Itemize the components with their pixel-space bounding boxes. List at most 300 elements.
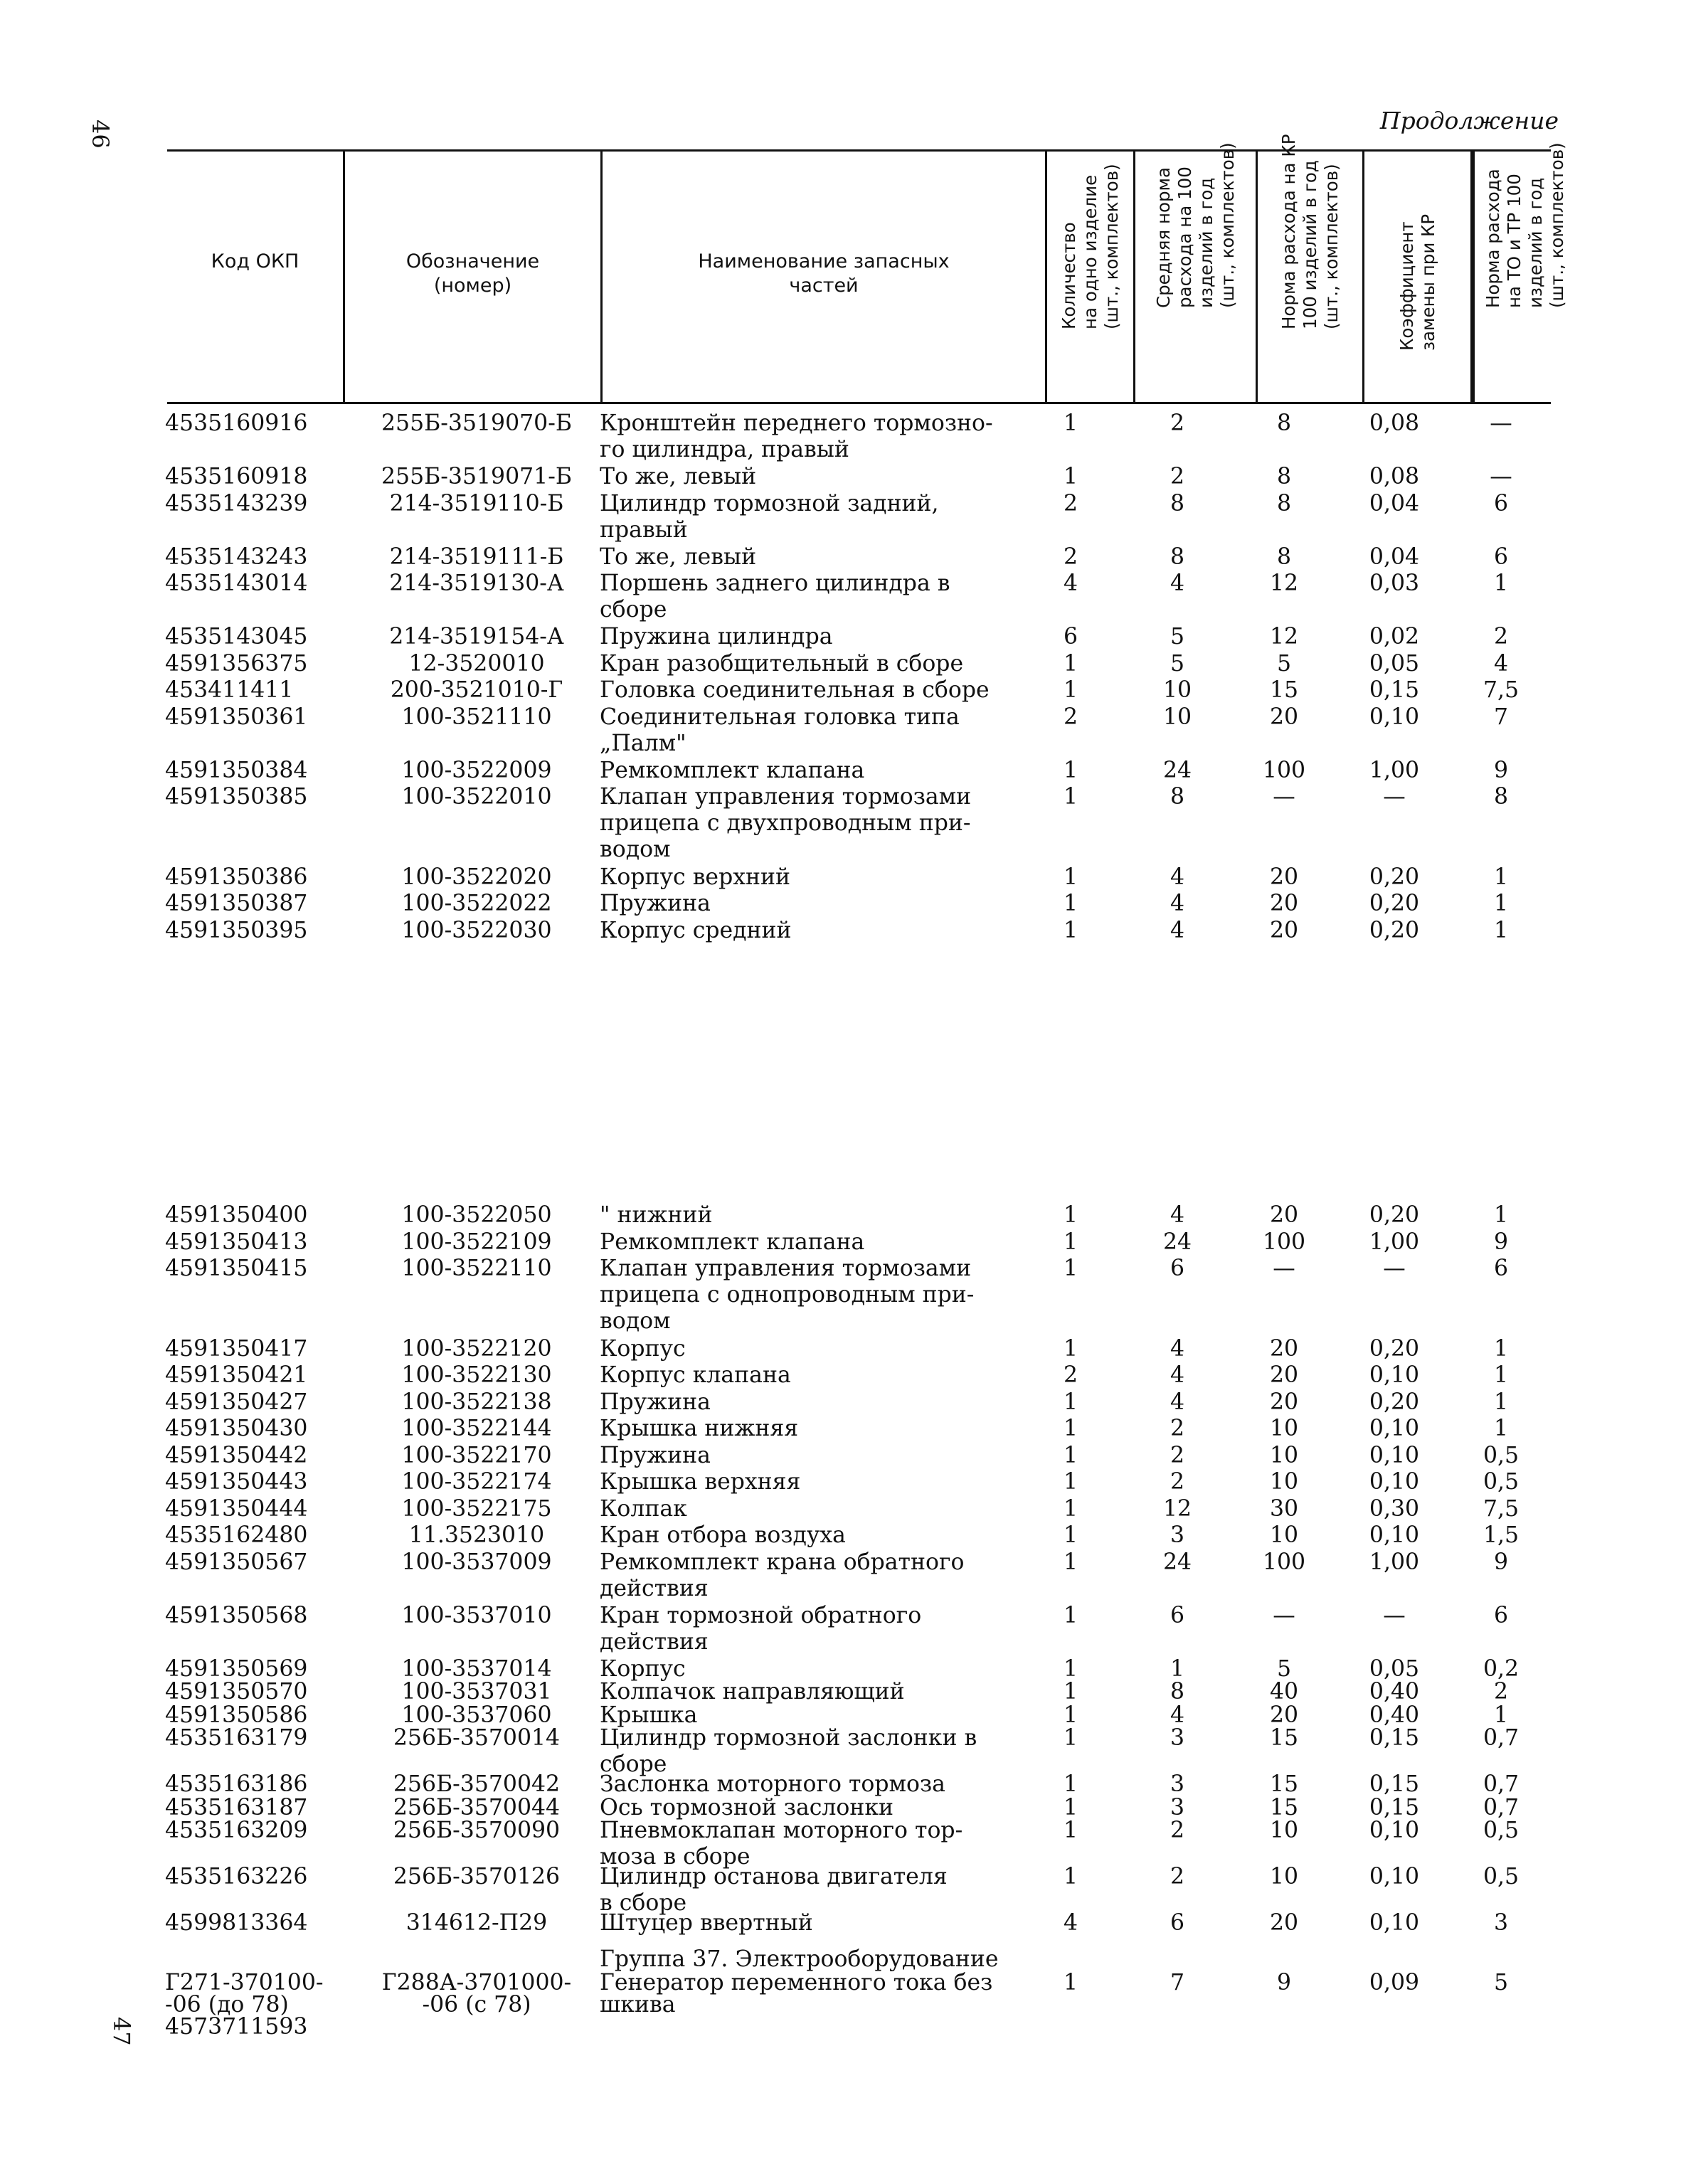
to-norm-cell: 1 xyxy=(1493,1389,1509,1415)
kr-norm-cell: — xyxy=(1273,1602,1295,1628)
to-norm-cell: 1 xyxy=(1493,1416,1509,1441)
group-title: Группа 37. Электрооборудование xyxy=(600,1946,999,1972)
designation-cell: 100-3521110 xyxy=(401,704,552,730)
header-qty xyxy=(1047,152,1135,402)
qty-cell: 2 xyxy=(1063,544,1078,570)
qty-cell: 2 xyxy=(1063,704,1078,730)
qty-cell: 1 xyxy=(1063,1389,1078,1415)
name-cell: То же, левый xyxy=(600,464,757,489)
to-norm-cell: 0,5 xyxy=(1483,1469,1520,1495)
avg-norm-cell: 4 xyxy=(1170,1362,1185,1388)
header-name-label: Наименование запасных частей xyxy=(698,250,950,297)
avg-norm-cell: 7 xyxy=(1170,1970,1185,1995)
avg-norm-cell: 4 xyxy=(1170,1202,1185,1228)
designation-cell: 256Б-3570126 xyxy=(393,1864,561,1889)
kr-norm-cell: 9 xyxy=(1276,1970,1292,1995)
continuation-label: Продолжение xyxy=(1379,107,1559,134)
okp-cell: 4535143239 xyxy=(165,490,308,516)
coef-cell: 0,02 xyxy=(1369,624,1420,650)
avg-norm-cell: 4 xyxy=(1170,864,1185,890)
to-norm-cell: 8 xyxy=(1493,784,1509,810)
okp-cell: 4591350427 xyxy=(165,1389,308,1415)
avg-norm-cell: 4 xyxy=(1170,1702,1185,1728)
coef-cell: 0,10 xyxy=(1369,1442,1420,1468)
kr-norm-cell: 20 xyxy=(1269,864,1299,890)
qty-cell: 1 xyxy=(1063,1970,1078,1995)
kr-norm-cell: 20 xyxy=(1269,1202,1299,1228)
kr-norm-cell: — xyxy=(1273,1256,1295,1281)
okp-cell: 4535163209 xyxy=(165,1818,308,1843)
name-cell: Штуцер ввертный xyxy=(600,1910,813,1936)
okp-cell: 4591350386 xyxy=(165,864,308,890)
name-cell: Пружина xyxy=(600,1389,711,1415)
designation-cell: 256Б-3570044 xyxy=(393,1794,561,1820)
designation-cell: 100-3522144 xyxy=(401,1416,552,1441)
designation-cell: 214-3519111-Б xyxy=(389,544,564,570)
qty-cell: 1 xyxy=(1063,1495,1078,1522)
okp-cell: 4591350400 xyxy=(165,1202,308,1228)
okp-cell: 4535143014 xyxy=(165,571,308,596)
qty-cell: 1 xyxy=(1063,1202,1078,1228)
to-norm-cell: 1 xyxy=(1493,571,1509,596)
header-to-norm-label: Норма расхода на ТО и ТР 100 изделий в год (шт., комплектов) xyxy=(1482,142,1567,308)
qty-cell: 1 xyxy=(1063,1522,1078,1548)
name-cell: Пружина xyxy=(600,1442,711,1468)
kr-norm-cell: 20 xyxy=(1269,917,1299,943)
coef-cell: 0,40 xyxy=(1369,1679,1420,1705)
kr-norm-cell: 8 xyxy=(1276,464,1292,489)
coef-cell: 0,08 xyxy=(1369,410,1420,436)
to-norm-cell: — xyxy=(1490,464,1512,489)
coef-cell: 0,04 xyxy=(1369,544,1420,570)
name-cell: Ремкомплект клапана xyxy=(600,1229,865,1255)
header-coef-label: Коэффициент замены при КР xyxy=(1396,213,1438,351)
qty-cell: 1 xyxy=(1063,464,1078,489)
avg-norm-cell: 6 xyxy=(1170,1910,1185,1936)
designation-cell: 100-3522050 xyxy=(401,1202,552,1228)
okp-cell: 4591350417 xyxy=(165,1335,308,1362)
coef-cell: 0,20 xyxy=(1369,864,1420,890)
avg-norm-cell: 6 xyxy=(1170,1256,1185,1281)
coef-cell: 0,10 xyxy=(1369,1522,1420,1548)
to-norm-cell: — xyxy=(1490,410,1512,436)
page-number-bottom: 47 xyxy=(108,2017,135,2046)
kr-norm-cell: 15 xyxy=(1269,677,1299,703)
to-norm-cell: 0,7 xyxy=(1483,1771,1520,1797)
kr-norm-cell: 20 xyxy=(1269,704,1299,730)
qty-cell: 2 xyxy=(1063,1362,1078,1388)
avg-norm-cell: 3 xyxy=(1170,1522,1185,1548)
header-okp-label: Код ОКП xyxy=(211,250,299,272)
name-cell: Цилиндр останова двигателя в сборе xyxy=(600,1864,948,1916)
okp-cell: 4535143243 xyxy=(165,544,308,570)
to-norm-cell: 1 xyxy=(1493,917,1509,943)
to-norm-cell: 2 xyxy=(1493,624,1509,650)
designation-cell: 214-3519110-Б xyxy=(389,490,564,516)
avg-norm-cell: 10 xyxy=(1162,704,1192,730)
kr-norm-cell: 30 xyxy=(1269,1495,1299,1522)
page-number-top: 46 xyxy=(87,120,114,149)
qty-cell: 1 xyxy=(1063,410,1078,436)
qty-cell: 1 xyxy=(1063,864,1078,890)
coef-cell: 0,40 xyxy=(1369,1702,1420,1728)
to-norm-cell: 0,5 xyxy=(1483,1818,1520,1843)
to-norm-cell: 1 xyxy=(1493,1335,1509,1362)
kr-norm-cell: 100 xyxy=(1262,757,1306,783)
avg-norm-cell: 1 xyxy=(1170,1655,1185,1682)
designation-cell: 100-3522110 xyxy=(401,1256,552,1281)
coef-cell: 0,20 xyxy=(1369,917,1420,943)
kr-norm-cell: 20 xyxy=(1269,1362,1299,1388)
name-cell: Корпус клапана xyxy=(600,1362,791,1388)
qty-cell: 1 xyxy=(1063,1864,1078,1889)
coef-cell: 1,00 xyxy=(1369,1229,1420,1255)
avg-norm-cell: 24 xyxy=(1162,1549,1192,1575)
designation-cell: 100-3522130 xyxy=(401,1362,552,1388)
designation-cell: 256Б-3570042 xyxy=(393,1771,561,1797)
designation-cell: 11.3523010 xyxy=(408,1522,545,1548)
coef-cell: 0,15 xyxy=(1369,677,1420,703)
qty-cell: 1 xyxy=(1063,650,1078,677)
qty-cell: 1 xyxy=(1063,1469,1078,1495)
name-cell: Корпус xyxy=(600,1335,686,1362)
to-norm-cell: 5 xyxy=(1493,1970,1509,1995)
designation-cell: 12-3520010 xyxy=(408,650,545,677)
name-cell: Колпачок направляющий xyxy=(600,1679,905,1705)
coef-cell: 0,15 xyxy=(1369,1725,1420,1751)
coef-cell: 0,10 xyxy=(1369,1910,1420,1936)
okp-cell: 4591350415 xyxy=(165,1256,308,1281)
qty-cell: 1 xyxy=(1063,1549,1078,1575)
avg-norm-cell: 4 xyxy=(1170,1335,1185,1362)
okp-cell: 4591350443 xyxy=(165,1469,308,1495)
avg-norm-cell: 8 xyxy=(1170,1679,1185,1705)
avg-norm-cell: 2 xyxy=(1170,410,1185,436)
header-designation-label: Обозначение (номер) xyxy=(405,250,540,297)
qty-cell: 1 xyxy=(1063,1702,1078,1728)
kr-norm-cell: 8 xyxy=(1276,410,1292,436)
designation-cell: 100-3537060 xyxy=(401,1702,552,1728)
coef-cell: 0,10 xyxy=(1369,704,1420,730)
avg-norm-cell: 4 xyxy=(1170,1389,1185,1415)
qty-cell: 1 xyxy=(1063,1655,1078,1682)
okp-cell: 4591350569 xyxy=(165,1655,308,1682)
kr-norm-cell: 15 xyxy=(1269,1771,1299,1797)
kr-norm-cell: 40 xyxy=(1269,1679,1299,1705)
name-cell: Корпус средний xyxy=(600,917,792,943)
to-norm-cell: 0,5 xyxy=(1483,1442,1520,1468)
okp-cell: 4591350442 xyxy=(165,1442,308,1468)
qty-cell: 1 xyxy=(1063,891,1078,916)
kr-norm-cell: — xyxy=(1273,784,1295,810)
to-norm-cell: 0,7 xyxy=(1483,1794,1520,1820)
avg-norm-cell: 3 xyxy=(1170,1725,1185,1751)
avg-norm-cell: 2 xyxy=(1170,1416,1185,1441)
qty-cell: 1 xyxy=(1063,1818,1078,1843)
coef-cell: 0,30 xyxy=(1369,1495,1420,1522)
header-kr-norm xyxy=(1258,134,1364,402)
name-cell: Цилиндр тормозной заслонки в сборе xyxy=(600,1725,977,1777)
okp-cell: 4591350395 xyxy=(165,917,308,943)
qty-cell: 1 xyxy=(1063,1335,1078,1362)
designation-cell: Г288А-3701000- -06 (с 78) xyxy=(381,1970,572,2018)
to-norm-cell: 9 xyxy=(1493,1229,1509,1255)
coef-cell: 0,15 xyxy=(1369,1771,1420,1797)
coef-cell: 0,20 xyxy=(1369,1335,1420,1362)
kr-norm-cell: 12 xyxy=(1269,624,1299,650)
designation-cell: 100-3522020 xyxy=(401,864,552,890)
kr-norm-cell: 15 xyxy=(1269,1794,1299,1820)
okp-cell: 4591350567 xyxy=(165,1549,308,1575)
header-designation xyxy=(345,152,603,402)
kr-norm-cell: 10 xyxy=(1269,1416,1299,1441)
to-norm-cell: 0,5 xyxy=(1483,1864,1520,1889)
designation-cell: 100-3522022 xyxy=(401,891,552,916)
okp-cell: 4591350570 xyxy=(165,1679,308,1705)
to-norm-cell: 0,7 xyxy=(1483,1725,1520,1751)
kr-norm-cell: 15 xyxy=(1269,1725,1299,1751)
avg-norm-cell: 8 xyxy=(1170,544,1185,570)
name-cell: Головка соединительная в сборе xyxy=(600,677,990,703)
designation-cell: 100-3522109 xyxy=(401,1229,552,1255)
designation-cell: 100-3522120 xyxy=(401,1335,552,1362)
to-norm-cell: 9 xyxy=(1493,757,1509,783)
qty-cell: 4 xyxy=(1063,1910,1078,1936)
coef-cell: 0,20 xyxy=(1369,1389,1420,1415)
coef-cell: 0,05 xyxy=(1369,1655,1420,1682)
coef-cell: 1,00 xyxy=(1369,757,1420,783)
to-norm-cell: 9 xyxy=(1493,1549,1509,1575)
to-norm-cell: 6 xyxy=(1493,490,1509,516)
okp-cell: 4591350385 xyxy=(165,784,308,810)
okp-cell: 4591350413 xyxy=(165,1229,308,1255)
name-cell: Генератор переменного тока без шкива xyxy=(600,1970,993,2018)
designation-cell: 100-3537010 xyxy=(401,1602,552,1628)
avg-norm-cell: 6 xyxy=(1170,1602,1185,1628)
header-avg-norm xyxy=(1135,142,1258,402)
coef-cell: 1,00 xyxy=(1369,1549,1420,1575)
kr-norm-cell: 5 xyxy=(1276,650,1292,677)
designation-cell: 100-3522009 xyxy=(401,757,552,783)
avg-norm-cell: 24 xyxy=(1162,1229,1192,1255)
name-cell: Колпак xyxy=(600,1495,687,1522)
avg-norm-cell: 10 xyxy=(1162,677,1192,703)
okp-cell: 4535160916 xyxy=(165,410,308,436)
designation-cell: 256Б-3570014 xyxy=(393,1725,561,1751)
okp-cell: 4591350444 xyxy=(165,1495,308,1522)
qty-cell: 1 xyxy=(1063,677,1078,703)
coef-cell: 0,20 xyxy=(1369,1202,1420,1228)
qty-cell: 1 xyxy=(1063,1725,1078,1751)
name-cell: Ремкомплект клапана xyxy=(600,757,865,783)
avg-norm-cell: 4 xyxy=(1170,917,1185,943)
kr-norm-cell: 20 xyxy=(1269,1702,1299,1728)
avg-norm-cell: 24 xyxy=(1162,757,1192,783)
name-cell: Ось тормозной заслонки xyxy=(600,1794,894,1820)
to-norm-cell: 0,2 xyxy=(1483,1655,1520,1682)
qty-cell: 1 xyxy=(1063,1416,1078,1441)
qty-cell: 1 xyxy=(1063,757,1078,783)
coef-cell: — xyxy=(1383,784,1406,810)
okp-cell: 4599813364 xyxy=(165,1910,308,1936)
okp-cell: 4591350586 xyxy=(165,1702,308,1728)
avg-norm-cell: 2 xyxy=(1170,1864,1185,1889)
coef-cell: — xyxy=(1383,1602,1406,1628)
kr-norm-cell: 10 xyxy=(1269,1442,1299,1468)
kr-norm-cell: 20 xyxy=(1269,1910,1299,1936)
coef-cell: 0,10 xyxy=(1369,1416,1420,1441)
designation-cell: 100-3537014 xyxy=(401,1655,552,1682)
avg-norm-cell: 3 xyxy=(1170,1794,1185,1820)
kr-norm-cell: 20 xyxy=(1269,1389,1299,1415)
name-cell: Корпус верхний xyxy=(600,864,790,890)
qty-cell: 6 xyxy=(1063,624,1078,650)
name-cell: Крышка xyxy=(600,1702,698,1728)
name-cell: Соединительная головка типа „Палм" xyxy=(600,704,960,756)
designation-cell: 100-3522030 xyxy=(401,917,552,943)
okp-cell: 4535160918 xyxy=(165,464,308,489)
avg-norm-cell: 2 xyxy=(1170,1469,1185,1495)
avg-norm-cell: 8 xyxy=(1170,490,1185,516)
to-norm-cell: 1 xyxy=(1493,1362,1509,1388)
to-norm-cell: 6 xyxy=(1493,1256,1509,1281)
okp-cell: 4535143045 xyxy=(165,624,308,650)
okp-cell: 4535163187 xyxy=(165,1794,308,1820)
kr-norm-cell: 20 xyxy=(1269,891,1299,916)
to-norm-cell: 3 xyxy=(1493,1910,1509,1936)
avg-norm-cell: 2 xyxy=(1170,1818,1185,1843)
kr-norm-cell: 100 xyxy=(1262,1549,1306,1575)
coef-cell: 0,03 xyxy=(1369,571,1420,596)
okp-cell: 4591350387 xyxy=(165,891,308,916)
coef-cell: 0,08 xyxy=(1369,464,1420,489)
qty-cell: 1 xyxy=(1063,1229,1078,1255)
header-avg-norm-label: Средняя норма расхода на 100 изделий в год (шт., комплектов) xyxy=(1152,142,1238,308)
okp-cell: 4535163186 xyxy=(165,1771,308,1797)
designation-cell: 214-3519130-А xyxy=(389,571,564,596)
coef-cell: 0,09 xyxy=(1369,1970,1420,1995)
kr-norm-cell: 8 xyxy=(1276,544,1292,570)
kr-norm-cell: 20 xyxy=(1269,1335,1299,1362)
coef-cell: 0,10 xyxy=(1369,1864,1420,1889)
to-norm-cell: 1 xyxy=(1493,864,1509,890)
kr-norm-cell: 12 xyxy=(1269,571,1299,596)
coef-cell: 0,04 xyxy=(1369,490,1420,516)
name-cell: То же, левый xyxy=(600,544,757,570)
to-norm-cell: 2 xyxy=(1493,1679,1509,1705)
designation-cell: 256Б-3570090 xyxy=(393,1818,561,1843)
name-cell: Пружина цилиндра xyxy=(600,624,833,650)
coef-cell: 0,05 xyxy=(1369,650,1420,677)
okp-cell: 4591350384 xyxy=(165,757,308,783)
name-cell: Кронштейн переднего тормозно- го цилиндра, правый xyxy=(600,410,993,462)
qty-cell: 1 xyxy=(1063,1602,1078,1628)
qty-cell: 1 xyxy=(1063,1442,1078,1468)
okp-cell: 4591350361 xyxy=(165,704,308,730)
designation-cell: 100-3537009 xyxy=(401,1549,552,1575)
to-norm-cell: 4 xyxy=(1493,650,1509,677)
coef-cell: — xyxy=(1383,1256,1406,1281)
okp-cell: 4535162480 xyxy=(165,1522,308,1548)
name-cell: Ремкомплект крана обратного действия xyxy=(600,1549,965,1601)
designation-cell: 314612-П29 xyxy=(405,1910,548,1936)
name-cell: Крышка верхняя xyxy=(600,1469,801,1495)
header-kr-norm-label: Норма расхода на КР 100 изделий в год (шт., комплектов) xyxy=(1278,134,1342,329)
to-norm-cell: 1 xyxy=(1493,1202,1509,1228)
name-cell: Клапан управления тормозами прицепа с двухпроводным при- водом xyxy=(600,784,972,862)
to-norm-cell: 6 xyxy=(1493,1602,1509,1628)
qty-cell: 1 xyxy=(1063,1256,1078,1281)
name-cell: Корпус xyxy=(600,1655,686,1682)
name-cell: Заслонка моторного тормоза xyxy=(600,1771,945,1797)
coef-cell: 0,10 xyxy=(1369,1469,1420,1495)
kr-norm-cell: 10 xyxy=(1269,1469,1299,1495)
okp-cell: 4535163226 xyxy=(165,1864,308,1889)
avg-norm-cell: 5 xyxy=(1170,624,1185,650)
designation-cell: 100-3522138 xyxy=(401,1389,552,1415)
header-qty-label: Количество на одно изделие (шт., комплектов) xyxy=(1058,164,1122,329)
to-norm-cell: 1 xyxy=(1493,891,1509,916)
to-norm-cell: 7,5 xyxy=(1483,1495,1520,1522)
qty-cell: 1 xyxy=(1063,917,1078,943)
kr-norm-cell: 10 xyxy=(1269,1522,1299,1548)
header-to-norm xyxy=(1473,142,1572,402)
name-cell: " нижний xyxy=(600,1202,713,1228)
name-cell: Поршень заднего цилиндра в сборе xyxy=(600,571,950,622)
designation-cell: 100-3522010 xyxy=(401,784,552,810)
to-norm-cell: 7,5 xyxy=(1483,677,1520,703)
name-cell: Пружина xyxy=(600,891,711,916)
avg-norm-cell: 4 xyxy=(1170,891,1185,916)
to-norm-cell: 1,5 xyxy=(1483,1522,1520,1548)
name-cell: Кран отбора воздуха xyxy=(600,1522,846,1548)
designation-cell: 255Б-3519070-Б xyxy=(381,410,572,436)
avg-norm-cell: 2 xyxy=(1170,1442,1185,1468)
qty-cell: 1 xyxy=(1063,1771,1078,1797)
okp-cell: 4535163179 xyxy=(165,1725,308,1751)
designation-cell: 200-3521010-Г xyxy=(390,677,563,703)
avg-norm-cell: 3 xyxy=(1170,1771,1185,1797)
qty-cell: 1 xyxy=(1063,784,1078,810)
designation-cell: 100-3522174 xyxy=(401,1469,552,1495)
qty-cell: 4 xyxy=(1063,571,1078,596)
avg-norm-cell: 2 xyxy=(1170,464,1185,489)
header-coef xyxy=(1364,152,1473,402)
designation-cell: 100-3522170 xyxy=(401,1442,552,1468)
name-cell: Кран тормозной обратного действия xyxy=(600,1602,922,1655)
okp-cell: 4591350421 xyxy=(165,1362,308,1388)
designation-cell: 100-3537031 xyxy=(401,1679,552,1705)
to-norm-cell: 1 xyxy=(1493,1702,1509,1728)
name-cell: Кран разобщительный в сборе xyxy=(600,650,964,677)
designation-cell: 100-3522175 xyxy=(401,1495,552,1522)
kr-norm-cell: 10 xyxy=(1269,1864,1299,1889)
coef-cell: 0,10 xyxy=(1369,1362,1420,1388)
avg-norm-cell: 5 xyxy=(1170,650,1185,677)
coef-cell: 0,10 xyxy=(1369,1818,1420,1843)
name-cell: Пневмоклапан моторного тор- моза в сборе xyxy=(600,1818,963,1870)
okp-cell: 4591350568 xyxy=(165,1602,308,1628)
coef-cell: 0,20 xyxy=(1369,891,1420,916)
kr-norm-cell: 8 xyxy=(1276,490,1292,516)
header-name xyxy=(603,152,1047,402)
to-norm-cell: 7 xyxy=(1493,704,1509,730)
coef-cell: 0,15 xyxy=(1369,1794,1420,1820)
header-okp xyxy=(167,152,345,402)
okp-cell: 453411411 xyxy=(165,677,294,703)
okp-cell: 4591356375 xyxy=(165,650,308,677)
name-cell: Крышка нижняя xyxy=(600,1416,799,1441)
